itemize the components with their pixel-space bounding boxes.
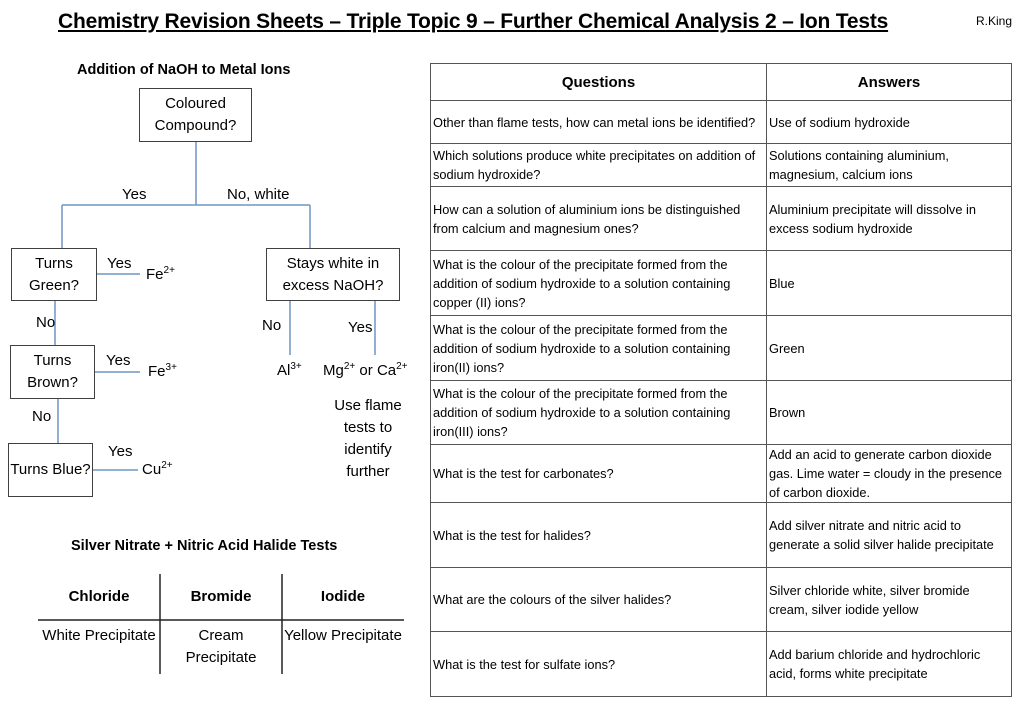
fe3-symbol: Fe <box>148 363 166 380</box>
stays-white-label: Stays white in excess NaOH? <box>282 254 384 294</box>
ca-charge: 2+ <box>396 361 408 372</box>
table-row <box>431 316 1012 381</box>
halide-header-bromide: Bromide <box>190 588 252 605</box>
question-cell: What is the test for sulfate ions? <box>431 632 767 697</box>
question-cell: What is the colour of the precipitate formed from the addition of sodium hydroxide to a solution containing iron(II) ions? <box>431 316 767 381</box>
white-yes-label: Yes <box>348 319 373 336</box>
mg-symbol: Mg <box>323 362 344 379</box>
answer-cell: Add barium chloride and hydrochloric acid, forms white precipitate <box>767 632 1012 697</box>
question-cell: What is the colour of the precipitate formed from the addition of sodium hydroxide to a solution containing iron(III) ions? <box>431 381 767 445</box>
table-row <box>431 101 1012 144</box>
answer-cell: Blue <box>767 251 1012 316</box>
answer-cell: Use of sodium hydroxide <box>767 101 1012 144</box>
coloured-compound-box <box>139 88 252 142</box>
al3-ion <box>277 362 302 379</box>
halide-header-chloride: Chloride <box>68 588 130 605</box>
answer-cell: Aluminium precipitate will dissolve in excess sodium hydroxide <box>767 187 1012 251</box>
turns-blue-label: Turns Blue? <box>10 461 91 478</box>
brown-yes-label: Yes <box>106 352 131 369</box>
stays-white-box <box>266 248 400 301</box>
table-row <box>431 568 1012 632</box>
al-symbol: Al <box>277 362 291 379</box>
halide-result-chloride: White Precipitate <box>42 627 156 644</box>
turns-blue-box <box>8 443 93 497</box>
mg-charge: 2+ <box>343 361 356 372</box>
question-cell: What is the colour of the precipitate formed from the addition of sodium hydroxide to a solution containing copper (II) ions? <box>431 251 767 316</box>
qa-header-row <box>431 64 1012 101</box>
yes-branch-label: Yes <box>122 186 147 203</box>
flowchart-heading: Addition of NaOH to Metal Ions <box>77 62 291 78</box>
halide-header-iodide: Iodide <box>320 588 366 605</box>
question-cell: What are the colours of the silver halides? <box>431 568 767 632</box>
qa-table <box>430 63 1012 697</box>
ca-symbol: Ca <box>376 362 397 379</box>
question-cell: What is the test for halides? <box>431 503 767 568</box>
answer-cell: Green <box>767 316 1012 381</box>
al-charge: 3+ <box>290 361 302 372</box>
page-title: Chemistry Revision Sheets – Triple Topic 9 – Further Chemical Analysis 2 – Ion Tests <box>58 10 889 33</box>
answers-header: Answers <box>767 64 1012 101</box>
table-row <box>431 144 1012 187</box>
halide-result-bromide: Cream Precipitate <box>185 627 257 666</box>
fe3-charge: 3+ <box>165 362 177 373</box>
fe3-ion <box>148 363 177 380</box>
answer-cell: Silver chloride white, silver bromide cream, silver iodide yellow <box>767 568 1012 632</box>
turns-brown-box <box>10 345 95 399</box>
mg-ca-ions <box>323 362 408 379</box>
fe2-ion <box>146 266 175 283</box>
question-cell: What is the test for carbonates? <box>431 445 767 503</box>
question-cell: Other than flame tests, how can metal ions be identified? <box>431 101 767 144</box>
green-yes-label: Yes <box>107 255 132 272</box>
turns-brown-label: Turns Brown? <box>27 352 78 391</box>
question-cell: How can a solution of aluminium ions be distinguished from calcium and magnesium ones? <box>431 187 767 251</box>
white-no-label: No <box>262 317 282 334</box>
answer-cell: Brown <box>767 381 1012 445</box>
no-white-branch-label: No, white <box>227 186 290 203</box>
table-row <box>431 632 1012 697</box>
halide-result-iodide: Yellow Precipitate <box>284 627 402 644</box>
turns-green-label: Turns Green? <box>28 254 80 294</box>
questions-header: Questions <box>431 64 767 101</box>
brown-no-label: No <box>32 408 52 425</box>
flame-test-note: Use flame tests to identify further <box>334 397 402 480</box>
cu2-ion <box>142 461 173 478</box>
table-row <box>431 187 1012 251</box>
fe2-symbol: Fe <box>146 266 164 283</box>
green-no-label: No <box>36 314 56 331</box>
table-row <box>431 381 1012 445</box>
halide-table <box>38 574 404 674</box>
coloured-compound-label: Coloured Compound? <box>154 95 237 134</box>
answer-cell: Add an acid to generate carbon dioxide gas. Lime water = cloudy in the presence of carbon dioxide. <box>767 445 1012 503</box>
answer-cell: Add silver nitrate and nitric acid to generate a solid silver halide precipitate <box>767 503 1012 568</box>
table-row <box>431 503 1012 568</box>
blue-yes-label: Yes <box>108 443 133 460</box>
table-row <box>431 251 1012 316</box>
fe2-charge: 2+ <box>163 265 175 276</box>
halide-tests-heading: Silver Nitrate + Nitric Acid Halide Tests <box>71 538 338 554</box>
author-name: R.King <box>976 14 1013 28</box>
turns-green-box <box>11 248 97 301</box>
cu-symbol: Cu <box>142 461 162 478</box>
table-row <box>431 445 1012 503</box>
cu-charge: 2+ <box>161 460 173 471</box>
or-word: or <box>359 362 373 379</box>
answer-cell: Solutions containing aluminium, magnesium, calcium ions <box>767 144 1012 187</box>
question-cell: Which solutions produce white precipitates on addition of sodium hydroxide? <box>431 144 767 187</box>
